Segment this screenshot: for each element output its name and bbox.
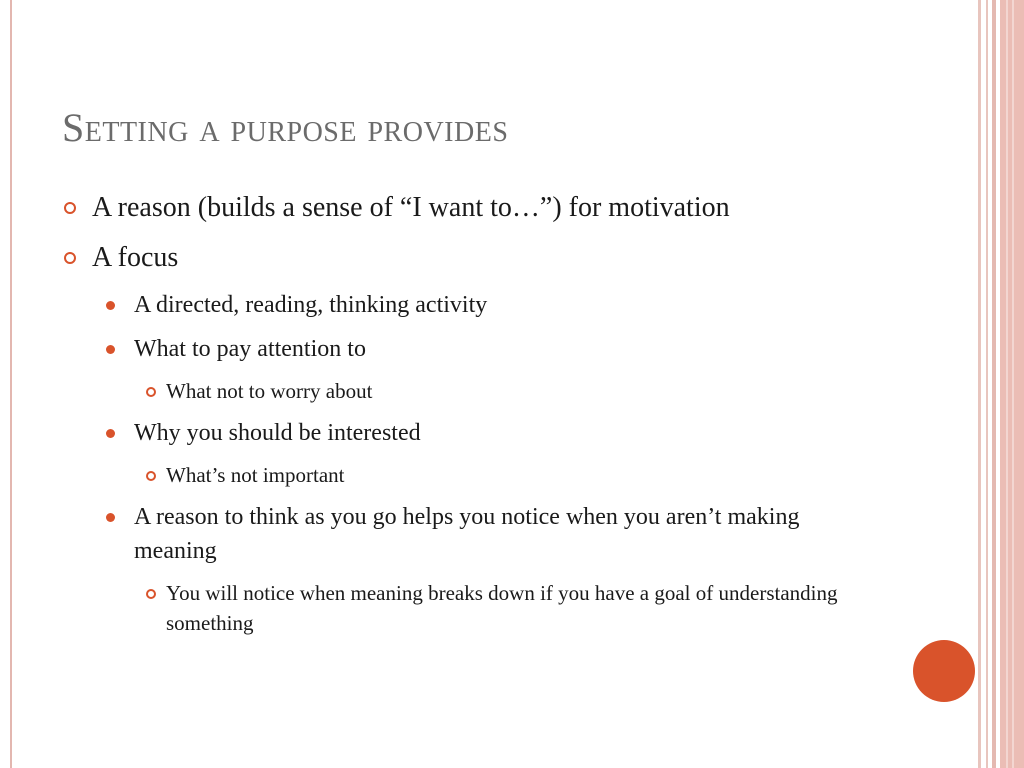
ring-bullet-icon — [146, 387, 156, 397]
bullet-text: A reason to think as you go helps you notice when you aren’t making meaning — [134, 504, 800, 564]
stripe — [1006, 0, 1008, 768]
bullet-item-level-3 — [62, 376, 852, 406]
stripe — [992, 0, 996, 768]
dot-bullet-icon — [106, 513, 115, 522]
bullet-item-level-1 — [62, 238, 852, 278]
bullet-text: What not to worry about — [166, 379, 373, 403]
dot-bullet-icon — [106, 345, 115, 354]
accent-circle — [913, 640, 975, 702]
bullet-item-level-2 — [62, 416, 852, 450]
ring-bullet-icon — [64, 252, 76, 264]
stripe — [986, 0, 988, 768]
ring-bullet-icon — [64, 202, 76, 214]
bullet-item-level-2 — [62, 332, 852, 366]
bullet-item-level-3 — [62, 578, 852, 638]
bullet-item-level-1 — [62, 188, 852, 228]
bullet-text: Why you should be interested — [134, 420, 421, 446]
bullet-item-level-2 — [62, 288, 852, 322]
stripe — [1012, 0, 1014, 768]
bullet-item-level-2 — [62, 500, 852, 568]
slide-title: Setting a purpose provides — [62, 105, 509, 150]
right-decorative-stripes — [978, 0, 1024, 768]
dot-bullet-icon — [106, 429, 115, 438]
bullet-text: What’s not important — [166, 463, 345, 487]
bullet-list — [62, 188, 852, 648]
left-border-rule — [10, 0, 12, 768]
dot-bullet-icon — [106, 301, 115, 310]
bullet-text: A reason (builds a sense of “I want to…”) for motivation — [92, 192, 730, 223]
stripe — [978, 0, 981, 768]
ring-bullet-icon — [146, 471, 156, 481]
bullet-text: You will notice when meaning breaks down if you have a goal of understanding something — [166, 581, 838, 635]
ring-bullet-icon — [146, 589, 156, 599]
bullet-text: A directed, reading, thinking activity — [134, 292, 488, 318]
bullet-text: A focus — [92, 242, 179, 273]
bullet-text: What to pay attention to — [134, 336, 366, 362]
bullet-item-level-3 — [62, 460, 852, 490]
